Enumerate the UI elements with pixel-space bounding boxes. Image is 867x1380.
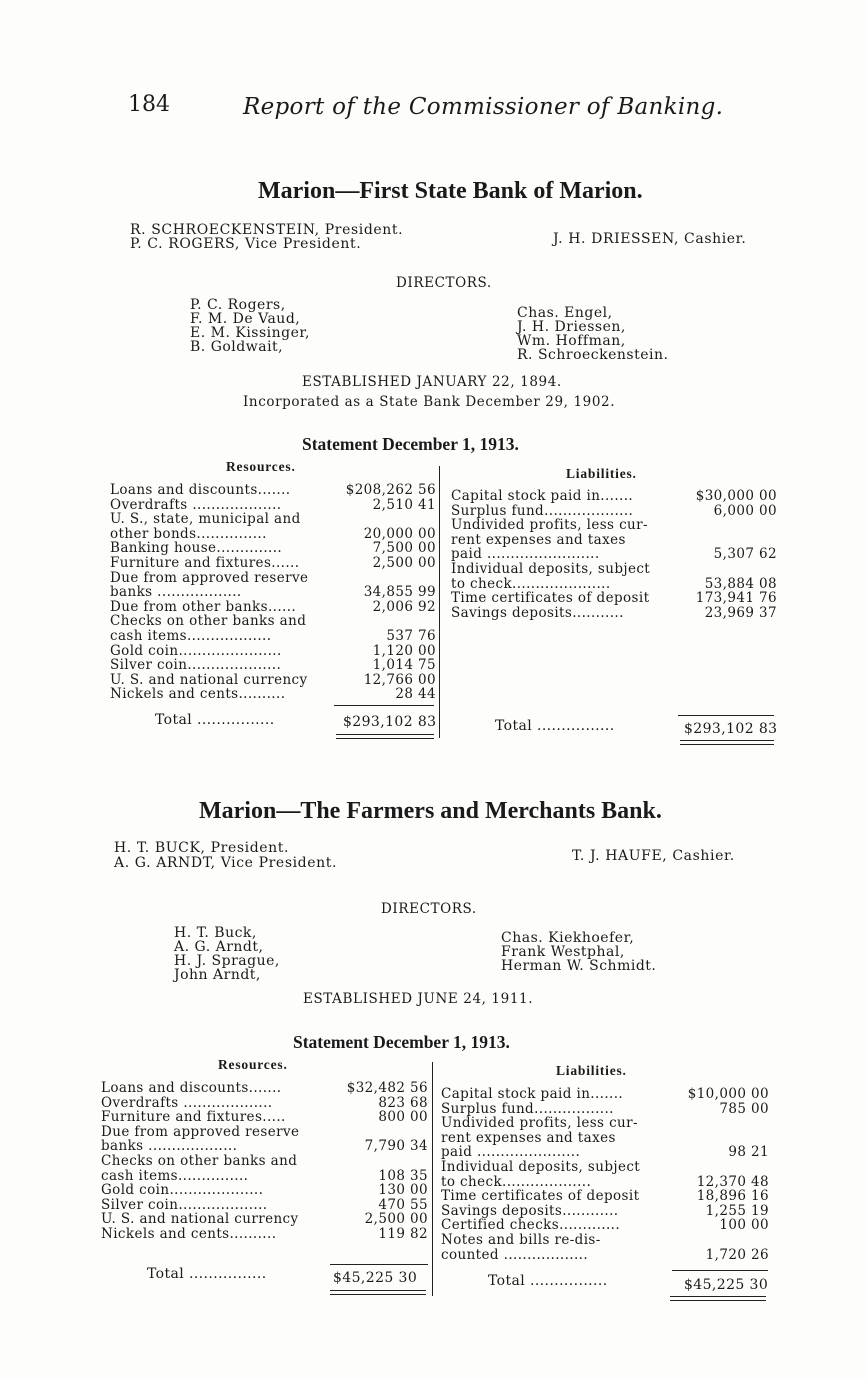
ledger-amount: $30,000 00: [695, 488, 777, 504]
ledger-row: [101, 1110, 428, 1125]
officer-cashier: J. H. DRIESSEN, Cashier.: [553, 231, 747, 247]
ledger-label: to check.....................: [451, 576, 611, 592]
ledger-amount: 20,000 00: [363, 525, 436, 542]
directors-heading: DIRECTORS.: [381, 901, 477, 917]
ledger-label: U. S., state, municipal and: [110, 512, 301, 527]
ledger-label: Undivided profits, less cur-: [441, 1116, 638, 1131]
ledger-label: Surplus fund...................: [451, 503, 634, 519]
ledger-row: [441, 1102, 769, 1117]
ledger-amount: 7,500 00: [372, 540, 436, 557]
ledger-label: other bonds...............: [110, 526, 267, 542]
resources-total: $293,102 83: [343, 714, 437, 730]
director-name: F. M. De Vaud,: [190, 311, 301, 327]
incorporated-date: Incorporated as a State Bank December 29, 1902.: [243, 394, 616, 410]
ledger-row: [441, 1204, 769, 1219]
ledger-amount: 1,255 19: [705, 1202, 769, 1219]
ledger-label: Due from approved reserve: [101, 1124, 300, 1140]
total-rule: [678, 715, 774, 716]
director-name: Frank Westphal,: [501, 944, 625, 960]
ledger-amount: 1,120 00: [372, 642, 436, 659]
ledger-amount: 1,720 26: [705, 1246, 769, 1263]
ledger-amount: 785 00: [719, 1100, 769, 1117]
ledger-row: [110, 585, 436, 600]
total-rule: [672, 1270, 768, 1271]
ledger-amount: 100 00: [719, 1217, 769, 1234]
directors-heading: DIRECTORS.: [396, 275, 492, 291]
ledger-label: counted ..................: [441, 1247, 589, 1263]
ledger-label: Individual deposits, subject: [451, 561, 651, 577]
ledger-amount: $208,262 56: [345, 482, 436, 498]
double-rule: [680, 744, 774, 745]
ledger-row: [110, 527, 436, 542]
directors-list-right: [517, 306, 668, 362]
ledger-label: Savings deposits............: [441, 1203, 619, 1219]
director-name: R. Schroeckenstein.: [517, 347, 669, 363]
officer-president: R. SCHROECKENSTEIN, President.: [130, 222, 404, 238]
directors-list-right: [501, 931, 656, 973]
ledger-label: Nickels and cents..........: [101, 1226, 277, 1242]
director-name: A. G. Arndt,: [174, 939, 264, 955]
double-rule: [330, 1290, 426, 1291]
ledger-label: Gold coin....................: [101, 1183, 264, 1198]
ledger-row: [110, 629, 436, 644]
ledger-row: [110, 512, 436, 527]
total-rule: [334, 705, 434, 706]
liabilities-table: [451, 489, 777, 620]
ledger-label: to check...................: [441, 1174, 592, 1190]
ledger-label: paid ......................: [441, 1145, 581, 1160]
resources-total-label: Total ................: [147, 1266, 267, 1282]
ledger-amount: 12,370 48: [696, 1173, 769, 1190]
ledger-amount: 2,500 00: [372, 554, 436, 571]
director-name: H. T. Buck,: [174, 925, 257, 941]
ledger-row: [451, 547, 777, 562]
bank-title: Marion—The Farmers and Merchants Bank.: [199, 798, 662, 824]
director-name: Herman W. Schmidt.: [501, 958, 657, 974]
ledger-label: Furniture and fixtures.....: [101, 1110, 286, 1125]
ledger-amount: 470 55: [378, 1196, 428, 1213]
ledger-amount: 2,500 00: [364, 1211, 428, 1228]
ledger-amount: 119 82: [378, 1225, 428, 1242]
liabilities-total: $293,102 83: [684, 721, 778, 737]
ledger-row: [101, 1198, 428, 1213]
ledger-amount: 823 68: [378, 1094, 428, 1111]
director-name: B. Goldwait,: [190, 339, 284, 355]
statement-title: Statement December 1, 1913.: [293, 1032, 510, 1052]
double-rule: [330, 1294, 426, 1295]
ledger-row: [110, 600, 436, 615]
ledger-row: [110, 687, 436, 702]
ledger-row: [110, 556, 436, 571]
ledger-label: Undivided profits, less cur-: [451, 518, 648, 533]
page-number: 184: [128, 92, 170, 117]
ledger-row: [451, 591, 777, 606]
ledger-row: [451, 518, 777, 533]
ledger-amount: 34,855 99: [363, 584, 436, 601]
ledger-row: [441, 1131, 769, 1146]
ledger-row: [101, 1212, 428, 1227]
director-name: Wm. Hoffman,: [517, 333, 626, 349]
double-rule: [670, 1296, 766, 1297]
ledger-label: U. S. and national currency: [101, 1212, 299, 1227]
ledger-row: [110, 498, 436, 513]
ledger-label: Silver coin....................: [110, 658, 282, 673]
ledger-row: [441, 1233, 769, 1248]
resources-table: [110, 483, 436, 702]
ledger-label: cash items..................: [110, 628, 272, 644]
ledger-amount: 2,510 41: [372, 496, 436, 513]
ledger-row: [101, 1139, 428, 1154]
ledger-label: Furniture and fixtures......: [110, 555, 300, 571]
ledger-row: [110, 483, 436, 498]
column-divider: [439, 466, 440, 738]
ledger-label: Surplus fund.................: [441, 1101, 614, 1117]
statement-title: Statement December 1, 1913.: [302, 434, 519, 454]
ledger-row: [441, 1189, 769, 1204]
ledger-row: [101, 1096, 428, 1111]
ledger-label: Notes and bills re-dis-: [441, 1232, 601, 1248]
ledger-label: Due from approved reserve: [110, 570, 309, 586]
double-rule: [336, 738, 434, 739]
ledger-amount: 98 21: [728, 1144, 769, 1161]
ledger-label: Nickels and cents..........: [110, 687, 286, 702]
double-rule: [670, 1300, 766, 1301]
officer-vice-president: P. C. ROGERS, Vice President.: [130, 236, 362, 252]
ledger-label: Capital stock paid in.......: [441, 1087, 624, 1102]
ledger-row: [101, 1183, 428, 1198]
ledger-row: [451, 606, 777, 621]
liabilities-table: [441, 1087, 769, 1262]
ledger-amount: 537 76: [386, 627, 436, 644]
director-name: P. C. Rogers,: [190, 297, 286, 313]
director-name: H. J. Sprague,: [174, 953, 280, 969]
ledger-label: Overdrafts ...................: [101, 1095, 273, 1111]
ledger-label: Gold coin......................: [110, 643, 282, 659]
total-rule: [330, 1264, 428, 1265]
ledger-row: [110, 614, 436, 629]
ledger-row: [451, 533, 777, 548]
ledger-row: [110, 673, 436, 688]
ledger-amount: 53,884 08: [704, 575, 777, 592]
ledger-label: paid ........................: [451, 547, 600, 562]
ledger-row: [101, 1125, 428, 1140]
resources-table: [101, 1081, 428, 1242]
ledger-row: [441, 1160, 769, 1175]
ledger-label: rent expenses and taxes: [441, 1130, 616, 1146]
ledger-row: [441, 1116, 769, 1131]
ledger-amount: 5,307 62: [713, 546, 777, 563]
director-name: E. M. Kissinger,: [190, 325, 311, 341]
ledger-amount: 800 00: [378, 1109, 428, 1126]
ledger-label: Loans and discounts.......: [101, 1081, 282, 1096]
liabilities-total: $45,225 30: [684, 1277, 769, 1293]
ledger-row: [451, 489, 777, 504]
ledger-label: Time certificates of deposit: [451, 591, 650, 606]
ledger-row: [441, 1218, 769, 1233]
double-rule: [336, 734, 434, 735]
ledger-amount: 7,790 34: [364, 1138, 428, 1155]
resources-total: $45,225 30: [333, 1270, 418, 1286]
ledger-amount: 1,014 75: [372, 657, 436, 674]
ledger-amount: 28 44: [395, 686, 436, 703]
ledger-label: rent expenses and taxes: [451, 532, 626, 548]
ledger-amount: 23,969 37: [704, 604, 777, 621]
ledger-row: [110, 644, 436, 659]
ledger-label: cash items...............: [101, 1168, 249, 1184]
ledger-label: U. S. and national currency: [110, 672, 308, 688]
ledger-row: [441, 1087, 769, 1102]
liabilities-total-label: Total ................: [488, 1273, 608, 1289]
director-name: Chas. Kiekhoefer,: [501, 930, 635, 946]
ledger-amount: 173,941 76: [695, 590, 777, 607]
resources-heading: Resources.: [226, 459, 296, 474]
liabilities-heading: Liabilities.: [566, 466, 637, 481]
column-divider: [432, 1062, 433, 1296]
ledger-amount: 6,000 00: [713, 502, 777, 519]
ledger-row: [101, 1169, 428, 1184]
ledger-label: Checks on other banks and: [101, 1153, 298, 1169]
ledger-row: [441, 1175, 769, 1190]
ledger-label: Silver coin...................: [101, 1197, 268, 1213]
directors-list-left: [174, 926, 280, 982]
ledger-row: [101, 1227, 428, 1242]
ledger-row: [451, 562, 777, 577]
ledger-label: Overdrafts ...................: [110, 497, 282, 513]
ledger-label: Individual deposits, subject: [441, 1159, 641, 1175]
ledger-label: Time certificates of deposit: [441, 1189, 640, 1204]
ledger-amount: $10,000 00: [687, 1086, 769, 1102]
double-rule: [680, 740, 774, 741]
ledger-amount: 108 35: [378, 1167, 428, 1184]
directors-list-left: [190, 298, 310, 354]
ledger-label: banks ...................: [101, 1139, 238, 1154]
ledger-row: [101, 1081, 428, 1096]
resources-total-label: Total ................: [155, 712, 275, 728]
director-name: J. H. Driessen,: [517, 319, 626, 335]
officer-vice-president: A. G. ARNDT, Vice President.: [114, 855, 338, 871]
running-title: Report of the Commissioner of Banking.: [243, 94, 724, 120]
established-date: ESTABLISHED JUNE 24, 1911.: [303, 991, 534, 1007]
ledger-amount: $32,482 56: [346, 1080, 428, 1096]
ledger-amount: 12,766 00: [363, 671, 436, 688]
ledger-row: [451, 577, 777, 592]
ledger-row: [451, 504, 777, 519]
director-name: Chas. Engel,: [517, 305, 613, 321]
ledger-label: Capital stock paid in.......: [451, 489, 634, 504]
ledger-amount: 2,006 92: [372, 598, 436, 615]
ledger-label: Checks on other banks and: [110, 614, 307, 629]
ledger-row: [110, 571, 436, 586]
ledger-label: Banking house..............: [110, 541, 283, 556]
bank-title: Marion—First State Bank of Marion.: [258, 178, 643, 204]
ledger-label: Certified checks.............: [441, 1218, 621, 1233]
officer-cashier: T. J. HAUFE, Cashier.: [572, 848, 735, 864]
established-date: ESTABLISHED JANUARY 22, 1894.: [302, 374, 562, 390]
liabilities-total-label: Total ................: [495, 718, 615, 734]
officer-president: H. T. BUCK, President.: [114, 840, 290, 856]
ledger-row: [110, 658, 436, 673]
ledger-amount: 18,896 16: [696, 1188, 769, 1205]
ledger-row: [110, 541, 436, 556]
ledger-label: banks ..................: [110, 585, 242, 600]
ledger-label: Savings deposits...........: [451, 605, 624, 621]
director-name: John Arndt,: [174, 967, 261, 983]
ledger-label: Due from other banks......: [110, 599, 297, 615]
ledger-row: [441, 1248, 769, 1263]
resources-heading: Resources.: [218, 1057, 288, 1072]
ledger-row: [101, 1154, 428, 1169]
liabilities-heading: Liabilities.: [556, 1063, 627, 1078]
ledger-label: Loans and discounts.......: [110, 483, 291, 498]
ledger-row: [441, 1145, 769, 1160]
ledger-amount: 130 00: [378, 1182, 428, 1199]
